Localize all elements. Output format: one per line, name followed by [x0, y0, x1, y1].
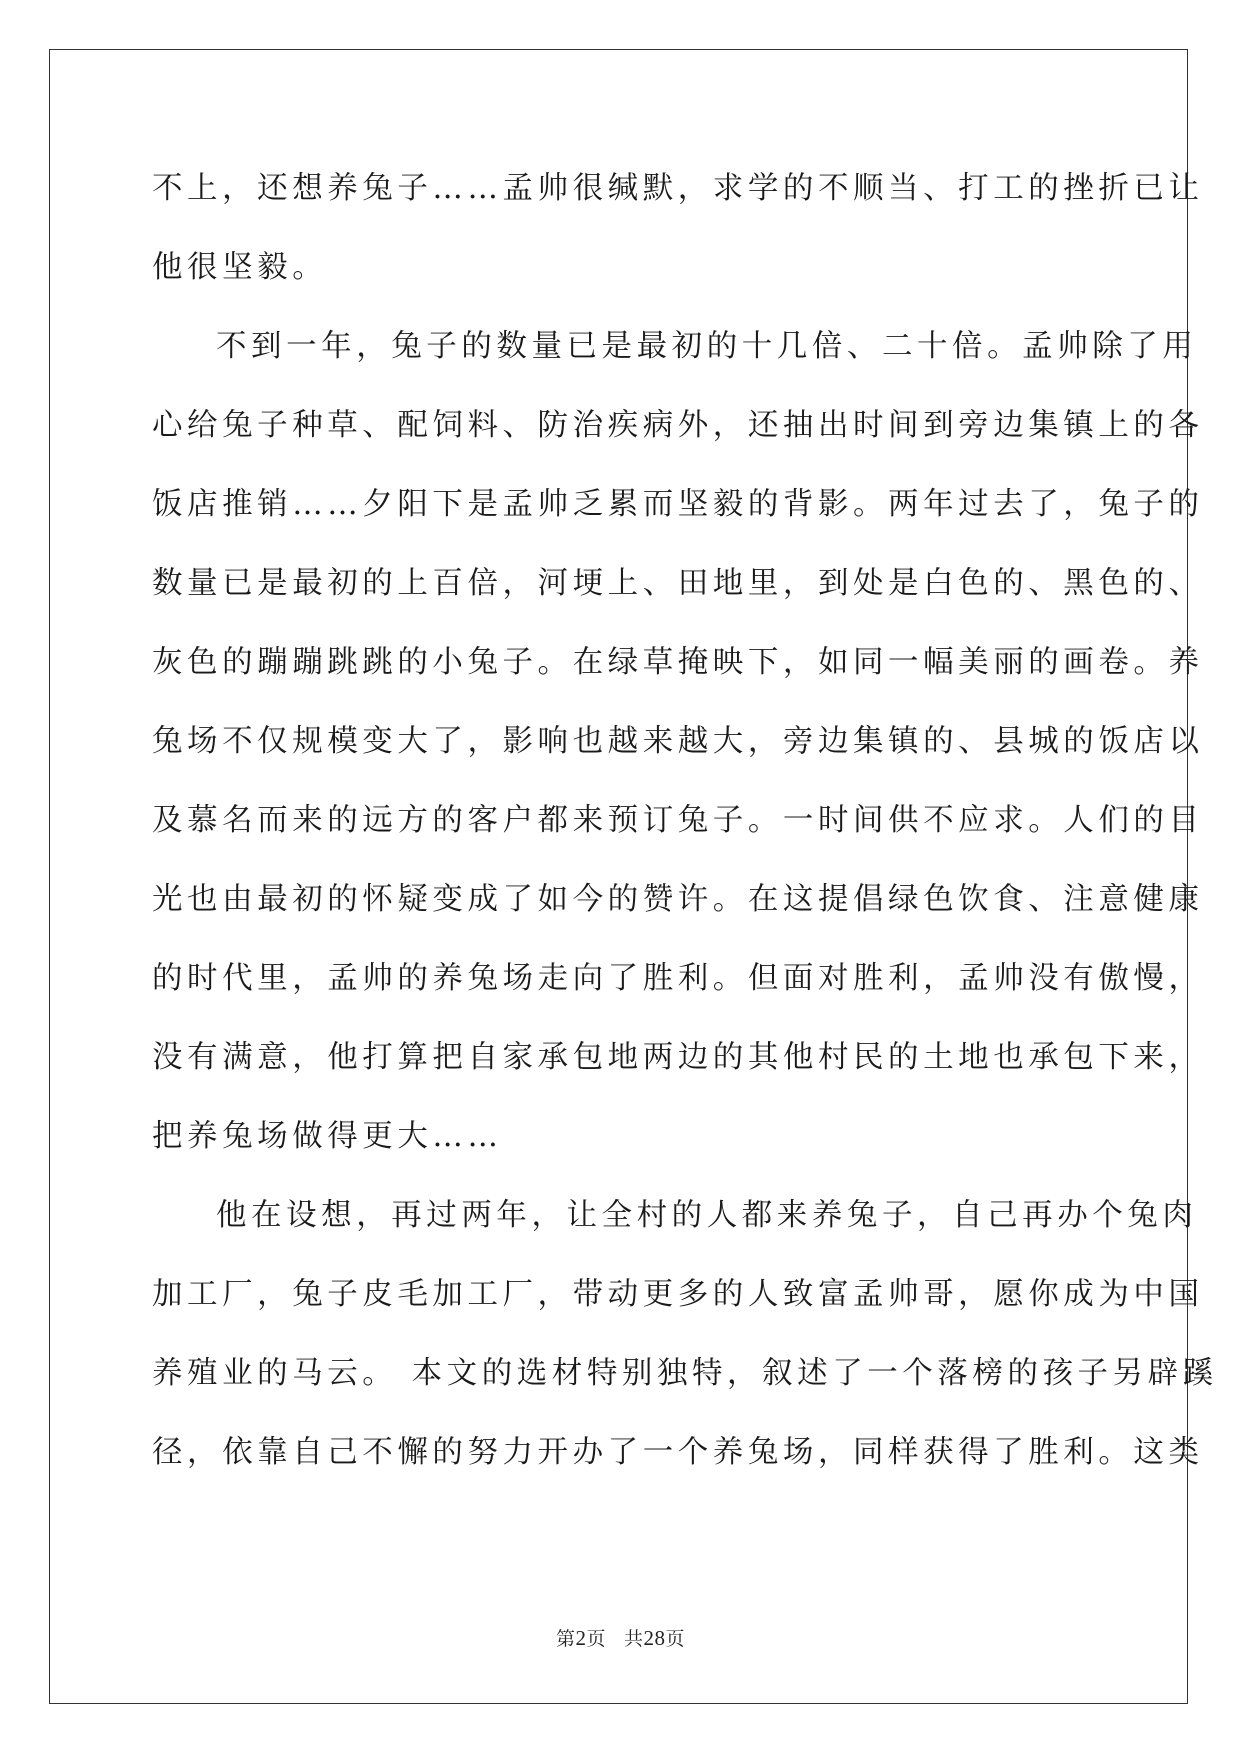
page-number: 2	[575, 1626, 587, 1650]
page-suffix: 页	[586, 1628, 606, 1650]
paragraph-first-line: 不到一年，兔子的数量已是最初的十几倍、二十倍。孟帅除了用	[216, 329, 1198, 364]
page-prefix: 第	[555, 1628, 576, 1650]
text-line: 把养兔场做得更大……	[152, 1119, 503, 1154]
paragraph-first-line: 他在设想，再过两年，让全村的人都来养兔子，自己再办个兔肉	[216, 1198, 1198, 1233]
total-pages: 28	[643, 1626, 666, 1650]
text-line: 及慕名而来的远方的客户都来预订兔子。一时间供不应求。人们的目	[152, 803, 1204, 838]
document-body	[152, 160, 1218, 1503]
text-line: 兔场不仅规模变大了，影响也越来越大，旁边集镇的、县城的饭店以	[152, 724, 1204, 759]
total-prefix: 共	[624, 1628, 644, 1650]
text-line: 不上，还想养兔子……孟帅很缄默，求学的不顺当、打工的挫折已让	[152, 171, 1204, 206]
text-line: 他很坚毅。	[152, 250, 328, 285]
text-line: 没有满意，他打算把自家承包地两边的其他村民的土地也承包下来，	[152, 1040, 1204, 1075]
text-line: 灰色的蹦蹦跳跳的小兔子。在绿草掩映下，如同一幅美丽的画卷。养	[152, 645, 1204, 680]
total-suffix: 页	[665, 1628, 686, 1650]
text-line: 的时代里，孟帅的养兔场走向了胜利。但面对胜利，孟帅没有傲慢，	[152, 961, 1204, 996]
text-line: 饭店推销……夕阳下是孟帅乏累而坚毅的背影。两年过去了，兔子的	[152, 487, 1204, 522]
text-line: 光也由最初的怀疑变成了如今的赞许。在这提倡绿色饮食、注意健康	[152, 882, 1204, 917]
text-line: 加工厂，兔子皮毛加工厂，带动更多的人致富孟帅哥，愿你成为中国	[152, 1277, 1204, 1312]
text-line: 心给兔子种草、配饲料、防治疾病外，还抽出时间到旁边集镇上的各	[152, 408, 1204, 443]
text-line: 径，依靠自己不懈的努力开办了一个养兔场，同样获得了胜利。这类	[152, 1435, 1204, 1470]
page-footer	[0, 1624, 1241, 1651]
text-line: 数量已是最初的上百倍，河埂上、田地里，到处是白色的、黑色的、	[152, 566, 1204, 601]
text-line: 养殖业的马云。 本文的选材特别独特，叙述了一个落榜的孩子另辟蹊	[152, 1356, 1218, 1391]
